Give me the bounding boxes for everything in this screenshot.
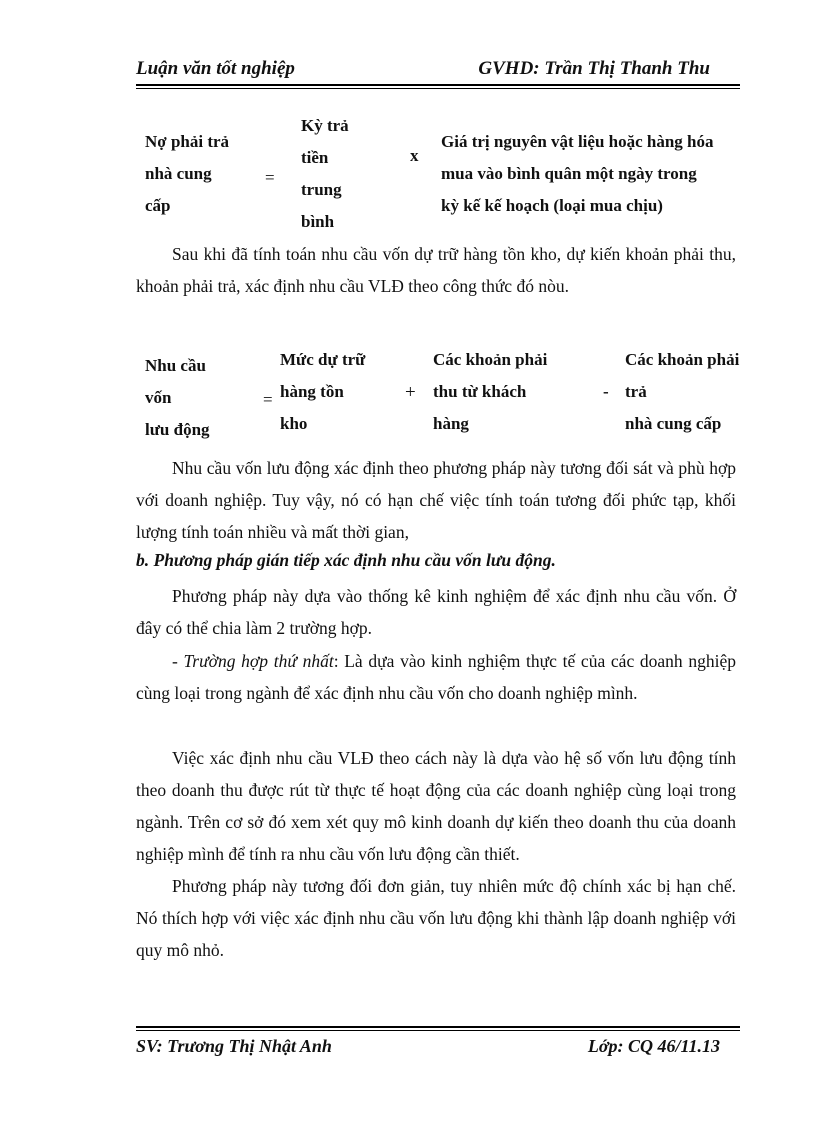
formula2-term1-line: kho [280, 414, 308, 433]
formula2-term3-line: nhà cung cấp [625, 414, 722, 433]
paragraph-text: Phương pháp này tương đối đơn giản, tuy nhiên mức độ chính xác bị hạn chế. Nó thích hợp với việc xác định nhu cầu vốn lưu động khi thành lập doanh nghiệp với quy mô nhỏ. [136, 876, 736, 960]
formula1-equals: = [265, 168, 275, 187]
formula2-term2-line: hàng [433, 414, 469, 433]
formula1-term2-line: mua vào bình quân một ngày trong [441, 164, 697, 183]
formula1-term1 [301, 110, 349, 238]
formula1-term1-line: Kỳ trả [301, 116, 349, 135]
formula2-term2-line: Các khoản phải [433, 350, 548, 369]
formula2-term3-line: Các khoản phải [625, 350, 740, 369]
paragraph-text: : Là dựa vào kinh nghiệm thực tế của các doanh nghiệp cùng loại trong ngành để xác định nhu cầu vốn cho doanh nghiệp mình. [136, 651, 736, 703]
paragraph-text: Nhu cầu vốn lưu động xác định theo phương pháp này tương đối sát và phù hợp với doanh nghiệp. Tuy vậy, nó có hạn chế việc tính toán tương đối phức tạp, khối lượng tính toán nhiều và mất thời gian, [136, 458, 736, 542]
formula1-lhs-line: nhà cung [145, 164, 212, 183]
formula2-term1-line: hàng tồn [280, 382, 344, 401]
page-footer [136, 1036, 740, 1062]
paragraph-text: Sau khi đã tính toán nhu cầu vốn dự trữ hàng tồn kho, dự kiến khoản phải thu, khoản phải trả, xác định nhu cầu VLĐ theo công thức đó nòu. [136, 244, 736, 296]
paragraph-revenue-coefficient [136, 742, 736, 870]
formula2-plus: + [405, 382, 416, 403]
paragraph-indirect-method [136, 580, 736, 644]
footer-rule-thick [136, 1026, 740, 1028]
formula1-times: x [410, 146, 419, 165]
formula1-term1-line: trung [301, 180, 342, 199]
formula2-lhs [145, 350, 210, 446]
formula2-equals: = [263, 390, 273, 409]
paragraph-after-inventory [136, 238, 736, 302]
header-rule-thick [136, 84, 740, 86]
formula1-term1-line: bình [301, 212, 335, 231]
formula2-lhs-line: lưu động [145, 420, 210, 439]
formula2-minus: - [603, 382, 609, 401]
header-advisor: GVHD: Trần Thị Thanh Thu [478, 58, 710, 79]
formula2-term2 [433, 344, 547, 440]
paragraph-case-one [136, 645, 736, 709]
formula1-lhs [145, 126, 229, 222]
formula2-term1 [280, 344, 365, 440]
formula2-lhs-line: vốn [145, 388, 172, 407]
formula1-term1-line: tiền [301, 148, 329, 167]
formula1-term2-line: kỳ kế kế hoạch (loại mua chịu) [441, 196, 663, 215]
formula2-term3-line: trả [625, 382, 647, 401]
formula2-lhs-line: Nhu cầu [145, 356, 206, 375]
section-heading-b: b. Phương pháp gián tiếp xác định nhu cầu vốn lưu động. [136, 550, 556, 570]
paragraph-direct-method-note [136, 452, 736, 548]
formula2-term1-line: Mức dự trữ [280, 350, 366, 369]
formula1-term2-line: Giá trị nguyên vật liệu hoặc hàng hóa [441, 132, 714, 151]
formula2-term2-line: thu từ khách [433, 382, 527, 401]
footer-class: Lớp: CQ 46/11.13 [587, 1036, 720, 1056]
paragraph-simple-method [136, 870, 736, 966]
paragraph-text: Phương pháp này dựa vào thống kê kinh nghiệm để xác định nhu cầu vốn. Ở đây có thể chia làm 2 trường hợp. [136, 586, 736, 638]
page-header [136, 58, 740, 84]
header-thesis-title: Luận văn tốt nghiệp [136, 58, 295, 79]
footer-student: SV: Trương Thị Nhật Anh [136, 1036, 332, 1056]
paragraph-text: Việc xác định nhu cầu VLĐ theo cách này là dựa vào hệ số vốn lưu động tính theo doanh thu được rút từ thực tế hoạt động của các doanh nghiệp cùng loại trong ngành. Trên cơ sở đó xem xét quy mô kinh doanh dự kiến theo doanh thu của doanh nghiệp mình để tính ra nhu cầu vốn lưu động cần thiết. [136, 748, 736, 864]
formula1-lhs-line: cấp [145, 196, 171, 215]
header-rule-thin [136, 88, 740, 89]
footer-rule-thin [136, 1030, 740, 1031]
case-one-label: - Trường hợp thứ nhất [172, 651, 334, 671]
formula2-term3 [625, 344, 739, 440]
formula1-term2 [441, 126, 714, 222]
formula1-lhs-line: Nợ phải trả [145, 132, 230, 151]
